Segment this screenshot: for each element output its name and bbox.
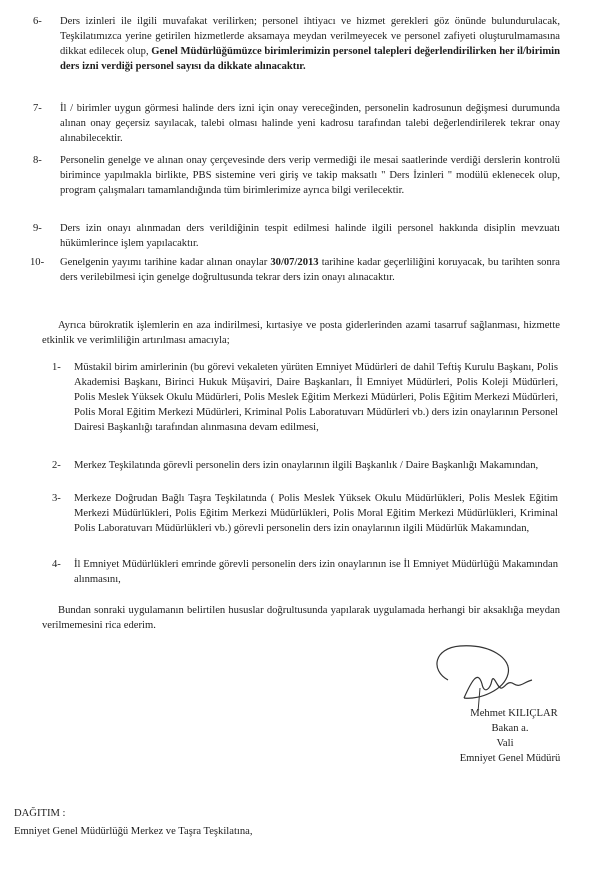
distribution-block [14,806,252,839]
sub-item-text: İl Emniyet Müdürlükleri emrinde görevli personelin ders izin onaylarının ise İl Emniyet Müdürlüğü Makamından alınmasını, [74,559,558,585]
item-text-post: tarihine kadar geçerliliğini koruyacak, bu tarihten sonra ders verilebilmesi için genelge doğrultusunda tekrar ders izin onayı alınacaktır. [60,257,560,283]
signature-block [440,706,580,766]
sub-item-3 [52,491,558,536]
signatory-line-3: Vali [496,738,514,749]
item-text: Ders izinleri ile ilgili muvafakat verilirken; personel ihtiyacı ve hizmet gerekleri göz önünde bulundurulacak, Teşkilatımızca yerine getirilen hizmetlerde aksamaya meydan verilmeyecek ve personel zafiyeti oluşturulmamasına dikkat edilecek olup, [60,16,560,57]
sub-item-number: 2- [52,460,61,471]
distribution-heading: DAĞITIM : [14,808,66,819]
item-text: Ders izin onayı alınmadan ders verildiğinin tespit edilmesi halinde ilgili personel hakkında disiplin mevzuatı hükümlerince işlem yapılacaktır. [60,223,560,249]
item-text: Personelin genelge ve alınan onay çerçevesinde ders verip vermediği ile mesai saatlerinde verdiği derslerin kontrolü birimince yapılmakla birlikte, PBS sistemine veri giriş ve takip maksatlı " Ders İzinleri " modülü eklenecek olup, program çalışmaları tamamlandığında tüm birimlerimize ayrıca bilgi verilecektir. [60,155,560,196]
item-text-pre: Genelgenin yayımı tarihine kadar alınan onaylar [60,257,271,268]
list-item-9 [33,221,560,251]
signatory-title: Emniyet Genel Müdürü [459,753,561,764]
item-number: 6- [33,16,42,27]
sub-item-1 [52,360,558,435]
item-bold-text: Genel Müdürlüğümüzce birimlerimizin personel talepleri değerlendirilirken her il/birimin ders izni verdiği personel sayısı da dikkate alınacaktır. [60,46,560,72]
item-text: İl / birimler uygun görmesi halinde ders izni için onay vereceğinden, personelin kadrosunun değişmesi durumunda alınan onay geçersiz sayılacak, talebi olması halinde yeni kadrosu tarafından talebi değerlendirilerek tekrar onay alınabilecektir. [60,103,560,144]
validity-date: 30/07/2013 [270,257,319,268]
sub-item-4 [52,557,558,587]
item-number: 7- [33,103,42,114]
item-number: 10- [30,257,45,268]
signatory-name: Mehmet KILIÇLAR [470,708,558,719]
list-item-6 [33,14,560,74]
intro-paragraph: Ayrıca bürokratik işlemlerin en aza indirilmesi, kırtasiye ve posta giderlerinden azami tasarruf sağlanması, hizmette etkinlik ve verimliliğin artırılması amacıyla; [42,320,560,346]
sub-item-number: 4- [52,559,61,570]
sub-item-number: 1- [52,362,61,373]
handwritten-signature [420,640,550,715]
sub-item-text: Merkez Teşkilatında görevli personelin ders izin onaylarının ilgili Başkanlık / Daire Başkanlığı Makamından, [74,460,539,471]
sub-item-2 [52,458,558,473]
item-number: 8- [33,155,42,166]
sub-item-text: Müstakil birim amirlerinin (bu görevi vekaleten yürüten Emniyet Müdürleri de dahil Teftiş Kurulu Başkanı, Polis Akademisi Başkanı, Birinci Hukuk Müşaviri, Daire Başkanları, İl Emniyet Müdürleri, Polis Koleji Müdürleri, Polis Meslek Yüksek Okulu Müdürleri, Polis Meslek Eğitim Merkezi Müdürleri, Polis Eğitim Merkezi Müdürleri, Polis Moral Eğitim Merkezi Müdürleri, Kriminal Polis Laboratuvarı Müdürleri vb.) ders izin onaylarının Personel Dairesi Başkanlığı tarafından alınmasına devam edilmesi, [74,362,558,433]
sub-item-number: 3- [52,493,61,504]
signatory-line-2: Bakan a. [491,723,529,734]
distribution-line: Emniyet Genel Müdürlüğü Merkez ve Taşra Teşkilatına, [14,826,253,837]
sub-item-text: Merkeze Doğrudan Bağlı Taşra Teşkilatında ( Polis Meslek Yüksek Okulu Müdürlükleri, Polis Meslek Eğitim Merkezi Müdürlükleri, Polis Eğitim Merkezi Müdürlükleri, Polis Moral Eğitim Merkezi Müdürlükleri, Kriminal Polis Laboratuvarı Müdürlükleri vb.) görevli personelin ders izin onaylarının ilgili Müdürlük Makamından, [74,493,558,534]
item-number: 9- [33,223,42,234]
closing-paragraph: Bundan sonraki uygulamanın belirtilen hususlar doğrultusunda yapılarak uygulamada herhangi bir aksaklığa meydan verilmemesini rica ederim. [42,605,560,631]
list-item-7 [33,101,560,146]
list-item-8 [33,153,560,198]
list-item-10 [30,255,560,285]
